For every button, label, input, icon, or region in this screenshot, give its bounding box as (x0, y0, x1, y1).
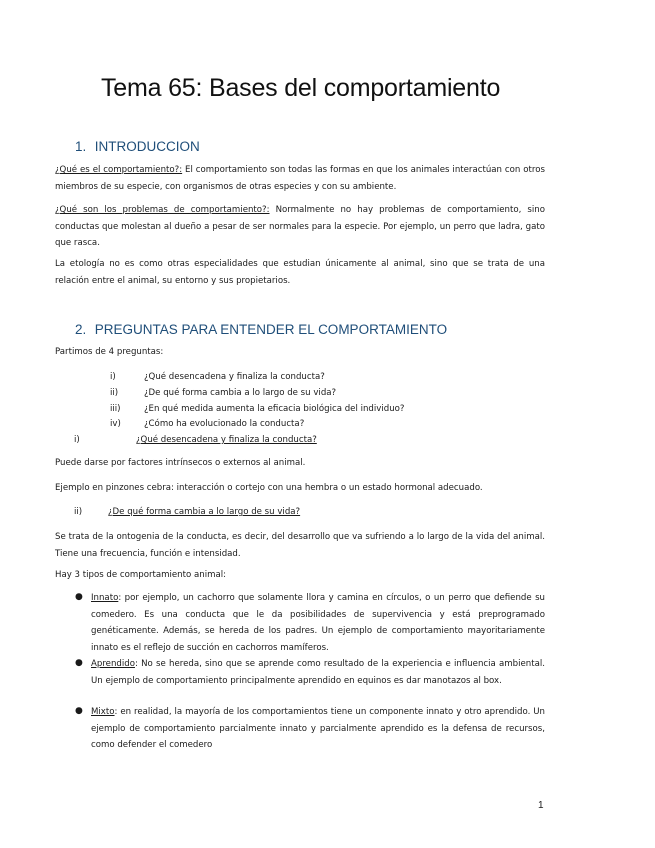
intro-text: Partimos de 4 preguntas: (55, 347, 164, 357)
question-text: ¿Cómo ha evolucionado la conducta? (144, 419, 305, 429)
question-text: ¿De qué forma cambia a lo largo de su vida? (144, 388, 337, 398)
bullet-mixto (91, 704, 545, 754)
section-heading-introduccion (75, 139, 200, 154)
section-number: 1. (75, 139, 87, 154)
paragraph-ejemplo-pinzones: Ejemplo en pinzones cebra: interacción o cortejo con una hembra o un estado hormonal adecuado. (55, 483, 483, 493)
page-title: Tema 65: Bases del comportamiento (101, 74, 501, 102)
section-title: PREGUNTAS PARA ENTENDER EL COMPORTAMIENTO (94, 322, 448, 337)
question-number: iii) (110, 404, 121, 414)
section-number: 2. (75, 322, 87, 337)
question-number: iv) (110, 419, 121, 429)
answer-text: Normalmente no hay problemas de comportamiento, sino conductas que molestan al dueño a pesar de ser normales para la especie. Por ejemplo, un perro que ladra, gato que rasca. (55, 205, 545, 248)
question-label: ¿Qué son los problemas de comportamiento?: (55, 205, 270, 215)
paragraph-etologia: La etología no es como otras especialidades que estudian únicamente al animal, sino que se trata de una relación entre el animal, su entorno y sus propietarios. (55, 259, 545, 286)
bullet-dot: ● (75, 706, 83, 716)
answer-text: El comportamiento son todas las formas en que los animales interactúan con otros miembros de su especie, con organismos de otras especies y con su ambiente. (55, 165, 545, 192)
bullet-aprendido (91, 656, 545, 689)
section-title: INTRODUCCION (94, 139, 200, 154)
page-number: 1 (538, 800, 544, 811)
paragraph-ontogenia: Se trata de la ontogenia de la conducta, es decir, del desarrollo que va sufriendo a lo largo de la vida del animal. Tiene una frecuencia, función e intensidad. (55, 532, 545, 559)
paragraph-tipos: Hay 3 tipos de comportamiento animal: (55, 570, 227, 580)
subsection-title: ¿De qué forma cambia a lo largo de su vida? (108, 507, 301, 517)
question-text: ¿Qué desencadena y finaliza la conducta? (144, 372, 325, 382)
bullet-text: : por ejemplo, un cachorro que solamente llora y camina en círculos, o un perro que defiende su comedero. Es una conducta que le da posibilidades de supervivencia y está preprogramado genéticamente. Además, se hereda de los padres. Un ejemplo de comportamiento mayoritariamente innato es el reflejo de succión en cachorros mamíferos. (91, 593, 545, 653)
section-heading-preguntas (75, 322, 447, 337)
question-number: ii) (110, 388, 119, 398)
question-label: ¿Qué es el comportamiento?: (55, 165, 183, 175)
bullet-keyword: Mixto (91, 707, 115, 717)
bullet-dot: ● (75, 658, 83, 668)
bullet-text: : en realidad, la mayoría de los comportamientos tiene un componente innato y otro aprendido. Un ejemplo de comportamiento parcialmente innato y parcialmente aprendido es la defensa de recursos, como defender el comedero (91, 707, 545, 750)
subsection-number: i) (74, 435, 80, 445)
question-number: i) (110, 372, 116, 382)
bullet-keyword: Innato (91, 593, 119, 603)
bullet-innato (91, 590, 545, 656)
subsection-title: ¿Qué desencadena y finaliza la conducta? (136, 435, 317, 445)
bullet-dot: ● (75, 592, 83, 602)
bullet-keyword: Aprendido (91, 659, 135, 669)
bullet-text: : No se hereda, sino que se aprende como resultado de la experiencia e influencia ambiental. Un ejemplo de comportamiento principalmente aprendido en equinos es dar manotazos al box. (91, 659, 545, 686)
question-text: ¿En qué medida aumenta la eficacia biológica del individuo? (144, 404, 405, 414)
subsection-number: ii) (74, 507, 83, 517)
paragraph-behavior-problems (55, 202, 545, 252)
paragraph-factores: Puede darse por factores intrínsecos o externos al animal. (55, 458, 306, 468)
paragraph-what-is-behavior (55, 162, 545, 195)
